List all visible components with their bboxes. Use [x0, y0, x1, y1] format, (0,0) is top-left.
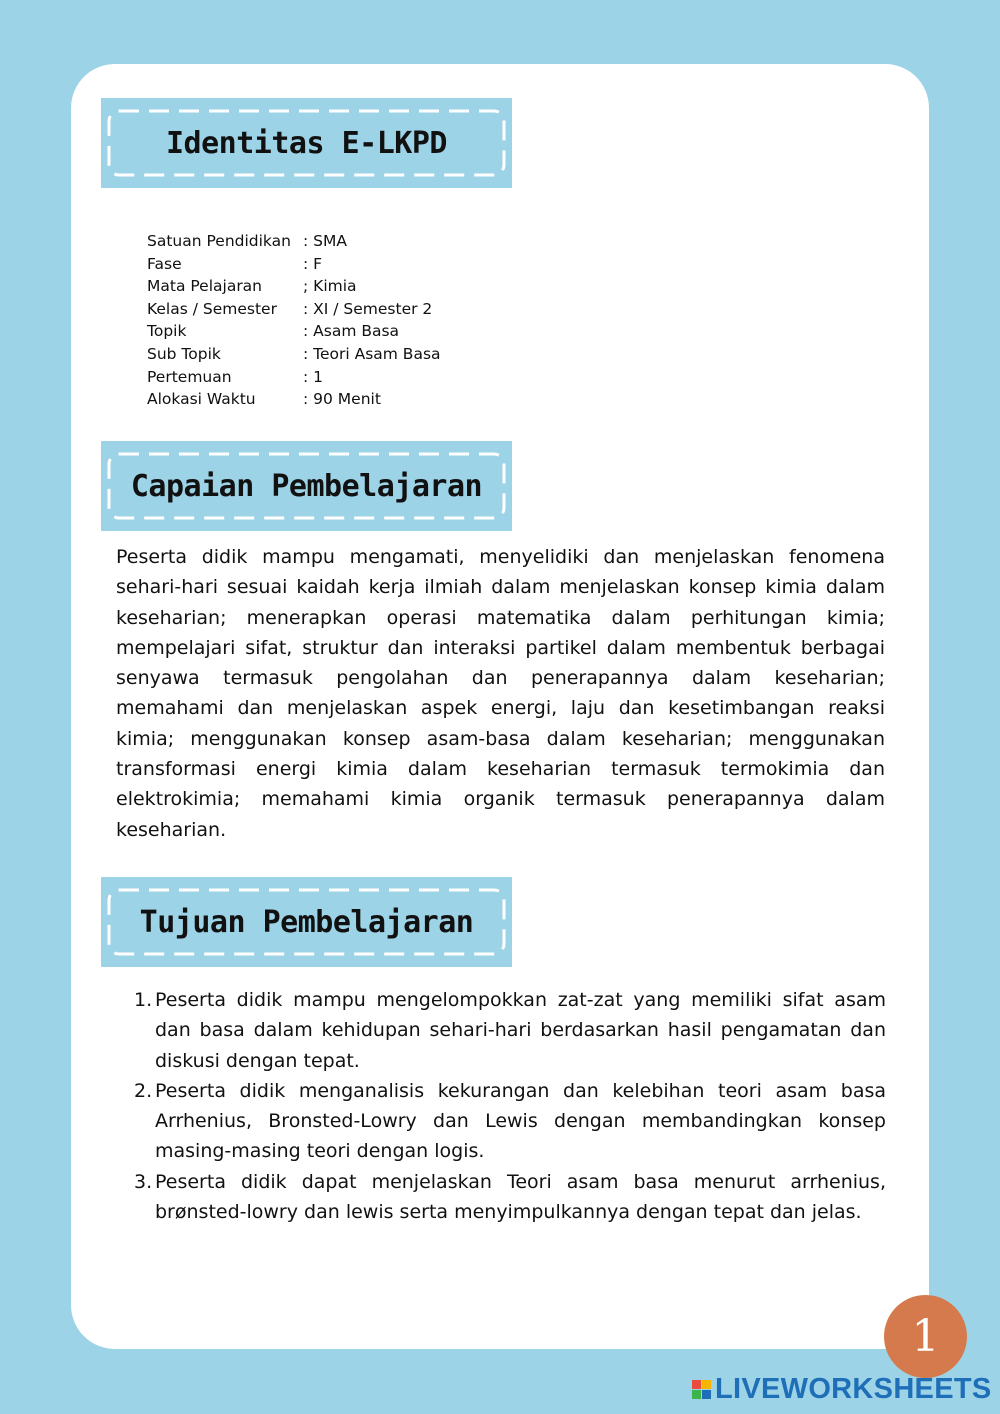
identity-label: Topik	[147, 322, 187, 341]
list-item	[134, 1167, 886, 1228]
identity-label: Fase	[147, 254, 182, 273]
identity-row	[147, 253, 441, 276]
page-number-badge: 1	[884, 1295, 967, 1378]
identity-row	[147, 298, 441, 321]
achievement-paragraph: Peserta didik mampu mengamati, menyelidiki dan menjelaskan fenomena sehari-hari sesuai kaidah kerja ilmiah dalam menjelaskan konsep kimia dalam keseharian; menerapkan operasi matematika dalam perhitungan kimia; mempelajari sifat, struktur dan interaksi partikel dalam membentuk berbagai senyawa termasuk pengolahan dan penerapannya dalam keseharian; memahami dan menjelaskan aspek energi, laju dan kesetimbangan reaksi kimia; menggunakan konsep asam-basa dalam keseharian; menggunakan transformasi energi kimia dalam keseharian termasuk termokimia dan elektrokimia; memahami kimia organik termasuk penerapannya dalam keseharian.	[116, 546, 885, 841]
identity-row	[147, 343, 441, 366]
identity-value: : 90 Menit	[303, 390, 381, 409]
list-item-number: 3.	[134, 1170, 153, 1193]
identity-label: Alokasi Waktu	[147, 390, 256, 409]
identity-row	[147, 230, 441, 253]
list-item-number: 1.	[134, 989, 153, 1011]
identity-row	[147, 320, 441, 343]
identity-label: Kelas / Semester	[147, 299, 277, 318]
identity-value: : XI / Semester 2	[303, 299, 433, 318]
objectives-banner	[101, 877, 512, 967]
list-item-text: Peserta didik menganalisis kekurangan dan kelebihan teori asam basa Arrhenius, Bronsted-Lowry dan Lewis dengan membandingkan konsep masing-masing teori dengan logis.	[155, 1079, 886, 1163]
list-item-text: Peserta didik dapat menjelaskan Teori asam basa menurut arrhenius, brønsted-lowry dan lewis serta menyimpulkannya dengan tepat dan jelas.	[155, 1170, 886, 1224]
list-item-number: 2.	[134, 1079, 153, 1102]
identity-label: Pertemuan	[147, 367, 232, 386]
identity-section-title: Identitas E-LKPD	[166, 125, 447, 161]
identity-value: : SMA	[303, 232, 347, 250]
identity-value: : Asam Basa	[303, 322, 400, 341]
achievement-banner	[101, 441, 512, 531]
list-item	[134, 985, 886, 1076]
liveworksheets-mark-icon	[692, 1380, 711, 1399]
identity-value: : F	[303, 254, 323, 273]
liveworksheets-logo[interactable]	[692, 1372, 992, 1406]
identity-label: Satuan Pendidikan	[147, 232, 291, 250]
identity-value: ; Kimia	[303, 277, 357, 296]
identity-label: Sub Topik	[147, 344, 221, 363]
objectives-list	[134, 985, 886, 1227]
brand-name: LIVEWORKSHEETS	[715, 1372, 992, 1405]
achievement-section-title: Capaian Pembelajaran	[130, 468, 483, 504]
identity-value: : 1	[303, 367, 324, 386]
identity-row	[147, 388, 441, 411]
identity-row	[147, 275, 441, 298]
list-item	[134, 1076, 886, 1167]
identity-label: Mata Pelajaran	[147, 277, 263, 296]
objectives-section-title: Tujuan Pembelajaran	[139, 904, 474, 940]
identity-value: : Teori Asam Basa	[303, 344, 441, 363]
identity-row	[147, 366, 441, 389]
identity-banner	[101, 98, 512, 188]
list-item-text: Peserta didik mampu mengelompokkan zat-zat yang memiliki sifat asam dan basa dalam kehidupan sehari-hari berdasarkan hasil pengamatan dan diskusi dengan tepat.	[155, 989, 886, 1072]
identity-list	[147, 230, 441, 411]
